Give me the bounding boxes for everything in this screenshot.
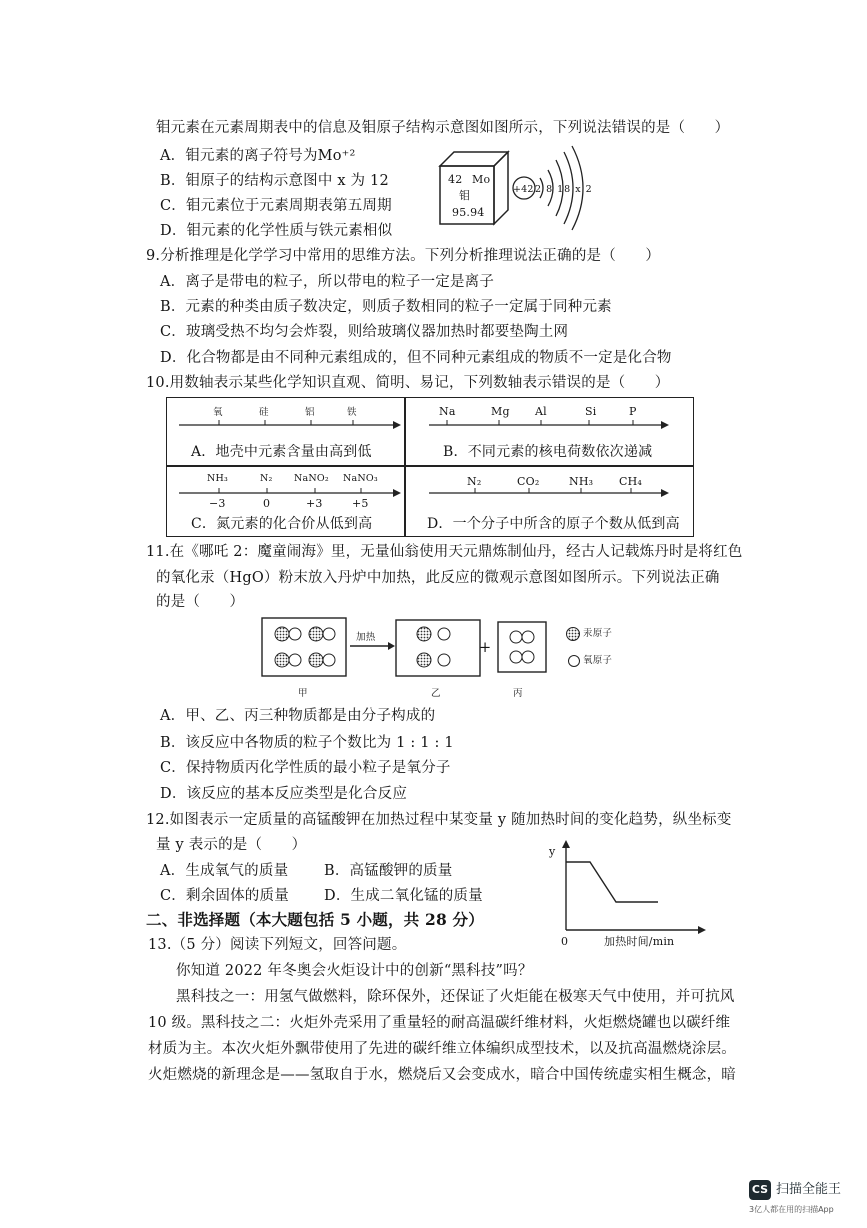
- q10c-value-2: 0: [263, 497, 271, 510]
- q10c-value-1: −3: [209, 497, 226, 510]
- q10-panel-a: [166, 397, 406, 467]
- tile-name: 钼: [459, 189, 471, 202]
- q10a-label-2: 硅: [259, 407, 269, 418]
- q9-option-d: D．化合物都是由不同种元素组成的，但不同种元素组成的物质不一定是化合物: [160, 350, 672, 366]
- scanner-app-name: 扫描全能王: [776, 1182, 842, 1197]
- q8-stem: 钼元素在元素周期表中的信息及钼原子结构示意图如图所示，下列说法错误的是（ ）: [156, 120, 730, 136]
- q11-option-a: A．甲、乙、丙三种物质都是由分子构成的: [160, 708, 436, 724]
- q11-option-c: C．保持物质丙化学性质的最小粒子是氧分子: [160, 760, 451, 776]
- q12-option-a: A．生成氧气的质量: [160, 863, 289, 879]
- q12-graph: [550, 840, 710, 940]
- q10d-label-4: CH₄: [619, 475, 643, 488]
- q10-stem: 10.用数轴表示某些化学知识直观、简明、易记，下列数轴表示错误的是（ ）: [146, 375, 670, 391]
- legend-oxygen-atom-icon: [567, 654, 581, 668]
- q10c-value-3: +3: [306, 497, 323, 510]
- q10b-label-2: Mg: [491, 405, 510, 418]
- q12-graph-y-label: y: [549, 845, 556, 858]
- q11-label-yi: 乙: [431, 688, 441, 699]
- q12-option-c: C．剩余固体的质量: [160, 888, 289, 904]
- q9-stem: 9.分析推理是化学学习中常用的思维方法。下列分析推理说法正确的是（ ）: [146, 248, 661, 264]
- q11-stem-line-2: 的氧化汞（HgO）粉末放入丹炉中加热，此反应的微观示意图如图所示。下列说法正确: [156, 570, 720, 586]
- reaction-micro-diagram: [258, 612, 558, 682]
- q11-plus-sign: +: [479, 640, 492, 656]
- legend-mercury-atom-icon: [565, 626, 581, 642]
- q10b-caption: B．不同元素的核电荷数依次递减: [443, 444, 653, 460]
- q13-para-line-4: 材质为主。本次火炬外飘带使用了先进的碳纤维立体编织成型技术，以及抗高温燃烧涂层。: [148, 1041, 736, 1057]
- atom-nucleus: +42: [513, 184, 534, 195]
- q10b-label-1: Na: [439, 405, 456, 418]
- q9-option-c: C．玻璃受热不均匀会炸裂，则给玻璃仪器加热时都要垫陶土网: [160, 324, 569, 340]
- q11-stem-line-3: 的是（ ）: [156, 594, 245, 610]
- q10b-label-4: Si: [585, 405, 597, 418]
- atom-shells: 2 8 18 x 2: [535, 184, 593, 195]
- q11-option-b: B．该反应中各物质的粒子个数比为 1 : 1 : 1: [160, 735, 454, 751]
- q11-stem-line-1: 11.在《哪吒 2：魔童闹海》里，无量仙翁使用天元鼎炼制仙丹，经古人记载炼丹时是将红色: [146, 544, 743, 560]
- section-2-heading: 二、非选择题（本大题包括 5 小题，共 28 分）: [146, 910, 484, 929]
- q10b-label-3: Al: [535, 405, 547, 418]
- scanner-tagline: 3亿人都在用的扫描App: [749, 1205, 834, 1214]
- q10-panel-b: [404, 397, 694, 467]
- q10-panel-d: [404, 465, 694, 537]
- q11-label-jia: 甲: [298, 688, 308, 699]
- q12-graph-origin: 0: [561, 935, 569, 948]
- q13-para-line-1: 你知道 2022 年冬奥会火炬设计中的创新“黑科技”吗？: [176, 963, 533, 979]
- q8-option-d: D．钼元素的化学性质与铁元素相似: [160, 223, 393, 239]
- q10d-label-2: CO₂: [517, 475, 540, 488]
- q10c-label-2: N₂: [260, 473, 273, 484]
- q12-stem-line-1: 12.如图表示一定质量的高锰酸钾在加热过程中某变量 y 随加热时间的变化趋势，纵坐标变: [146, 812, 732, 828]
- q10a-caption: A．地壳中元素含量由高到低: [191, 444, 372, 460]
- q12-option-b: B．高锰酸钾的质量: [324, 863, 453, 879]
- q11-option-d: D．该反应的基本反应类型是化合反应: [160, 786, 408, 802]
- q13-para-line-5: 火炬燃烧的新理念是——氢取自于水，燃烧后又会变成水，暗合中国传统虚实相生概念，暗: [148, 1067, 736, 1083]
- q13-stem: 13.（5 分）阅读下列短文，回答问题。: [148, 937, 407, 953]
- q10d-caption: D．一个分子中所含的原子个数从低到高: [427, 516, 680, 532]
- q10-panel-c: [166, 465, 406, 537]
- q10a-label-3: 铝: [305, 407, 315, 418]
- scanner-logo-badge: CS: [749, 1180, 771, 1200]
- q10c-label-1: NH₃: [207, 473, 229, 484]
- q10a-label-4: 铁: [347, 407, 357, 418]
- q10d-label-1: N₂: [467, 475, 482, 488]
- q10c-label-3: NaNO₂: [294, 473, 329, 484]
- q10c-value-4: +5: [352, 497, 369, 510]
- q10c-label-4: NaNO₃: [343, 473, 378, 484]
- q9-option-b: B．元素的种类由质子数决定，则质子数相同的粒子一定属于同种元素: [160, 299, 612, 315]
- q10c-caption: C．氮元素的化合价从低到高: [191, 516, 373, 532]
- q8-option-c: C．钼元素位于元素周期表第五周期: [160, 198, 392, 214]
- q12-stem-line-2: 量 y 表示的是（ ）: [156, 837, 307, 853]
- q9-option-a: A．离子是带电的粒子，所以带电的粒子一定是离子: [160, 274, 495, 290]
- q11-label-bing: 丙: [513, 688, 523, 699]
- q10b-label-5: P: [629, 405, 637, 418]
- tile-mass: 95.94: [452, 206, 485, 219]
- q12-option-d: D．生成二氧化锰的质量: [324, 888, 483, 904]
- q12-graph-x-label: 加热时间/min: [604, 935, 675, 948]
- q8-option-a: A．钼元素的离子符号为Mo⁺²: [160, 148, 356, 164]
- q11-arrow-label: 加热: [356, 632, 376, 643]
- q8-option-b: B．钼原子的结构示意图中 x 为 12: [160, 173, 389, 189]
- q13-para-line-3: 10 级。黑科技之二：火炬外壳采用了重量轻的耐高温碳纤维材料，火炬燃烧罐也以碳纤维: [148, 1015, 731, 1031]
- tile-number: 42: [448, 173, 463, 186]
- q10d-label-3: NH₃: [569, 475, 594, 488]
- tile-symbol: Mo: [472, 173, 491, 186]
- legend-mercury-label: 汞原子: [583, 628, 613, 639]
- legend-oxygen-label: 氧原子: [583, 655, 613, 666]
- q10a-label-1: 氧: [213, 407, 223, 418]
- q13-para-line-2: 黑科技之一：用氢气做燃料，除环保外，还保证了火炬能在极寒天气中使用，并可抗风: [176, 989, 735, 1005]
